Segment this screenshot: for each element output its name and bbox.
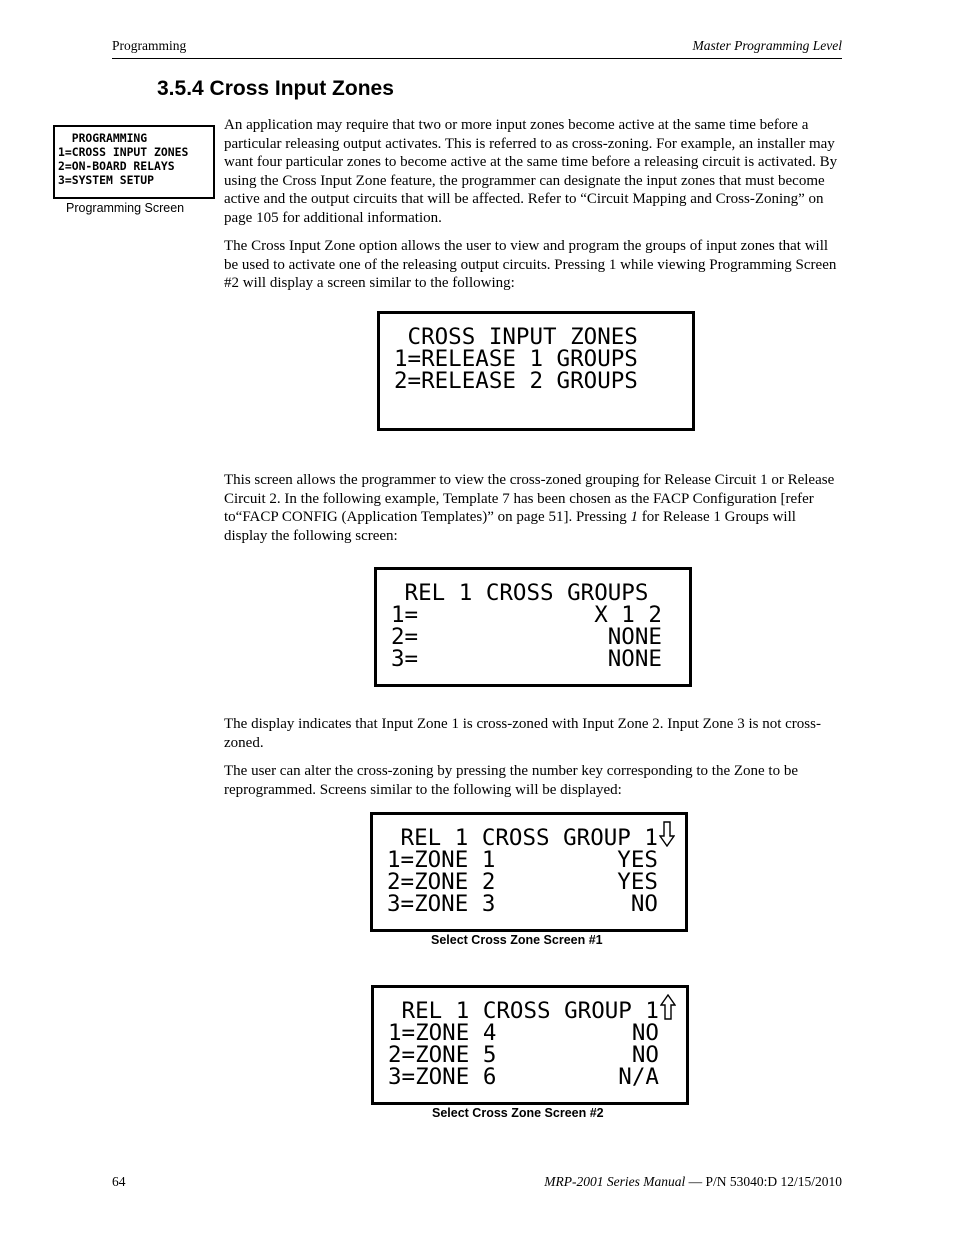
- select-cross-zone-lcd-1: [370, 812, 688, 932]
- lcd-line: 2=ZONE 2 YES: [387, 869, 658, 895]
- cross-input-zones-lcd: [377, 311, 695, 431]
- key-emphasis: 1: [630, 509, 639, 526]
- lcd-line: 2=RELEASE 2 GROUPS: [394, 368, 638, 394]
- select-cross-zone-lcd-2: [371, 985, 689, 1105]
- part-number: — P/N 53040:D 12/15/2010: [685, 1174, 842, 1189]
- display-explanation-paragraph: The display indicates that Input Zone 1 is cross-zoned with Input Zone 2. Input Zone 3 is not cross-zoned.: [224, 716, 821, 751]
- programming-screen-lcd: [53, 125, 215, 199]
- down-arrow-icon: [659, 821, 675, 847]
- lcd-line: 1= X 1 2: [391, 602, 662, 628]
- lcd-line: 2= NONE: [391, 624, 662, 650]
- lcd-line: REL 1 CROSS GROUP 1: [387, 825, 658, 851]
- select-screen-1-caption: Select Cross Zone Screen #1: [431, 933, 603, 947]
- lcd-line: 1=ZONE 1 YES: [387, 847, 658, 873]
- lcd-line: 3=SYSTEM SETUP: [58, 173, 155, 187]
- option-paragraph: The Cross Input Zone option allows the user to view and program the groups of input zones that will be used to activate one of the releasing output circuits. Pressing 1 while viewing Programming Screen #2 will display a screen similar to the following:: [224, 238, 837, 292]
- lcd-line: 3=ZONE 3 NO: [387, 891, 658, 917]
- header-chapter-name: Master Programming Level: [692, 38, 842, 53]
- header-section-name: Programming: [112, 38, 187, 53]
- lcd-line: CROSS INPUT ZONES: [394, 324, 638, 350]
- text-run: for Release 1 Groups will display the following screen:: [224, 509, 796, 544]
- manual-title: MRP-2001 Series Manual: [544, 1174, 686, 1189]
- select-screen-2-caption: Select Cross Zone Screen #2: [432, 1106, 604, 1120]
- lcd-line: 1=ZONE 4 NO: [388, 1020, 659, 1046]
- footer-manual-info: [544, 1174, 842, 1190]
- header-divider: [112, 58, 842, 59]
- lcd-line: REL 1 CROSS GROUP 1: [388, 998, 659, 1024]
- page-number: 64: [112, 1174, 126, 1189]
- lcd-line: 1=RELEASE 1 GROUPS: [394, 346, 638, 372]
- up-arrow-icon: [660, 994, 676, 1020]
- alter-zoning-paragraph: The user can alter the cross-zoning by pressing the number key corresponding to the Zone to be reprogrammed. Screens similar to the following will be displayed:: [224, 763, 798, 798]
- text-run: This screen allows the programmer to view the cross-zoned grouping for Release Circuit 1 or Release Circuit 2. In the following example, Template 7 has been chosen as the FACP Configuration [refer to“FACP CONFIG (Application Templates)” on page 51]. Pressing: [224, 472, 835, 526]
- rel-cross-groups-lcd: [374, 567, 692, 687]
- lcd-line: 2=ON-BOARD RELAYS: [58, 159, 175, 173]
- programming-screen-caption: Programming Screen: [66, 201, 185, 215]
- section-title: 3.5.4 Cross Input Zones: [157, 77, 394, 100]
- intro-paragraph: An application may require that two or more input zones become active at the same time before a particular releasing output activates. This is referred to as cross-zoning. For example, an installer may want four particular zones to become active at the same time before a releasing circuit is activated. By using the Cross Input Zone feature, the programmer can designate the input zones that must become active and the output circuits that will be affected. Refer to “Circuit Mapping and Cross-Zoning” on page 105 for additional information.: [224, 117, 838, 226]
- lcd-line: 3= NONE: [391, 646, 662, 672]
- lcd-line: PROGRAMMING: [58, 131, 148, 145]
- lcd-line: 3=ZONE 6 N/A: [388, 1064, 659, 1090]
- lcd-line: REL 1 CROSS GROUPS: [391, 580, 649, 606]
- lcd-line: 1=CROSS INPUT ZONES: [58, 145, 189, 159]
- release-groups-paragraph: [224, 471, 842, 545]
- lcd-line: 2=ZONE 5 NO: [388, 1042, 659, 1068]
